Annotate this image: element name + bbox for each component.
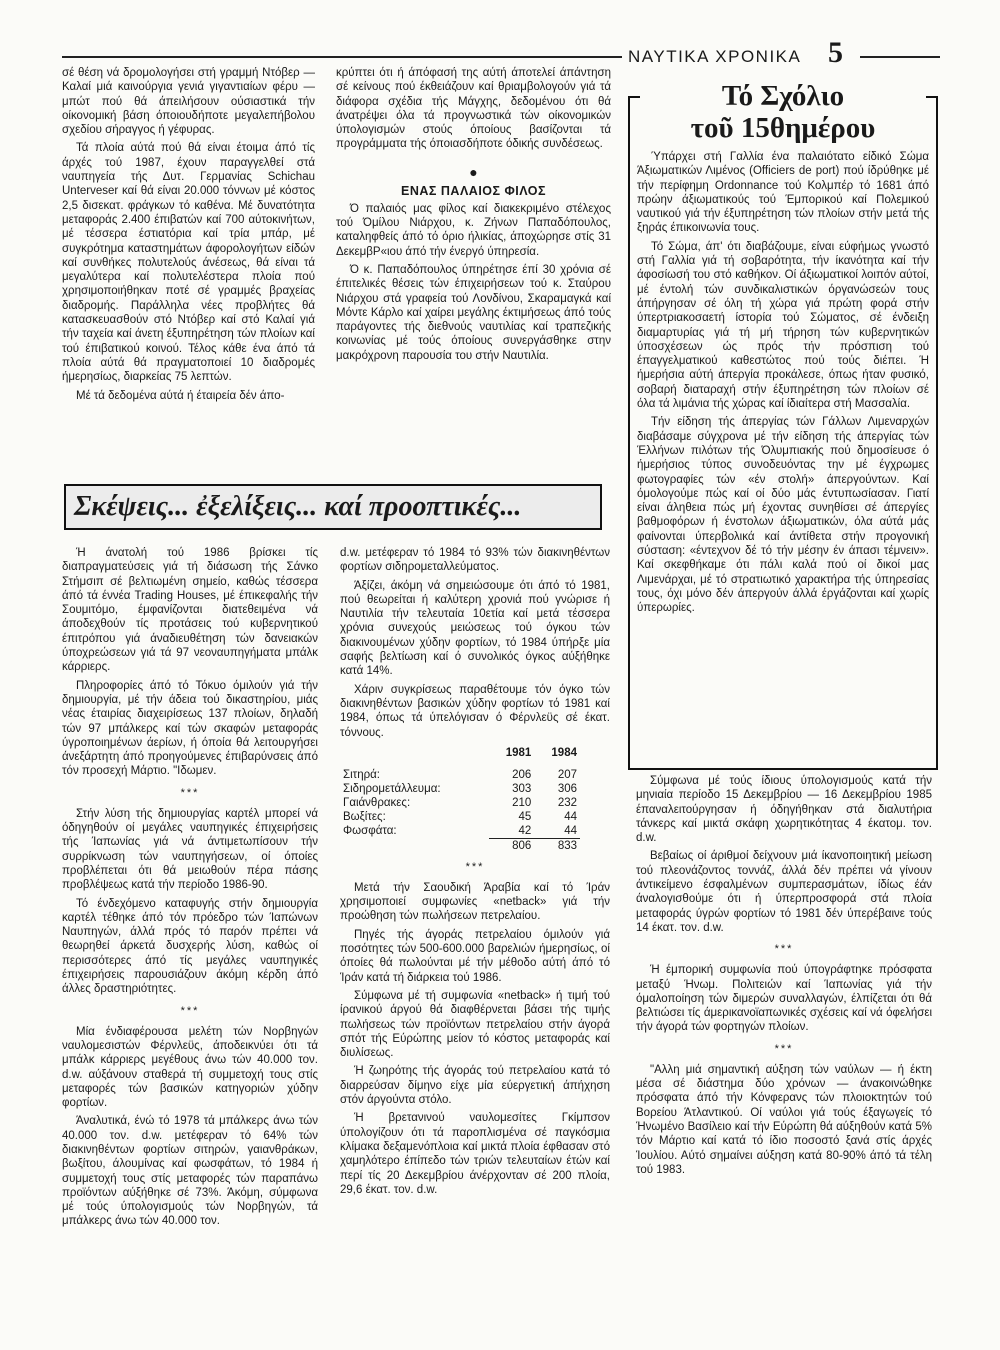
total-1984: 833 xyxy=(557,839,577,852)
editorial-title-line1: Τό Σχόλιο xyxy=(721,80,845,112)
table-row xyxy=(340,768,580,782)
header-rule-left xyxy=(62,56,622,58)
row-label: Γαιάνθρακες: xyxy=(343,796,411,809)
editorial-title xyxy=(640,80,926,144)
table-row xyxy=(340,810,580,824)
paragraph: Μέ τά δεδομένα αύτά ή έταιρεία δέν άπο- xyxy=(76,389,285,402)
paragraph: Μία ένδιαφέρουσα μελέτη τών Νορβηγών ναυλομεσιστών Φέρνλεϋς, άποδεικνύει ότι τά μπάλκ κάρριερς μεγέθους άνω τών 40.000 τον. d.w. αύξάνουν σταθερά τή συμμετοχή τους στίς μεταφορές τών βασικών κατηγοριών χύδην φορτίων. xyxy=(62,1025,318,1110)
paragraph: Ή έμπορική συμφωνία πού ύπογράφτηκε πρόσφατα μεταξύ Ήνωμ. Πολιτειών καί Ίαπωνίας γιά τήν όμαλοποίηση τών διμερών συναλλαγών, έλπίζεται ότι θά βελτιώσει τίς άμερικανοϊαπωνικές σχέσεις καί νά όφελήσει τήν άγορά τών φορτηγών πλοίων. xyxy=(636,964,932,1034)
column-header-1984: 1984 xyxy=(551,746,577,759)
separator-stars: *** xyxy=(180,786,200,799)
separator-stars: *** xyxy=(774,943,794,956)
article-bottom-right xyxy=(636,774,932,1324)
value-1984: 44 xyxy=(564,810,577,823)
separator-stars: *** xyxy=(465,860,485,873)
paragraph: κρύπτει ότι ή άπόφασή της αύτή άποτελεί άπάντηση σέ κείνους πού έκθειάζουν καί θριαμβολογούν γιά τά διάφορα σχέδια τής Μάγχης, δεδομένου ότι θά άνατρέψει όλα τά προγνωστικά τών οίκονομικών ύπολογισμών στούς όποίους βασίζονται τά προγράμματα τής όποιασδήποτε όδικής συνδέσεως. xyxy=(336,67,611,151)
paragraph: Ό κ. Παπαδόπουλος ύπηρέτησε έπί 30 χρόνια σέ έπιτελικές θέσεις τών έπιχειρήσεων τού κ. Σταύρου Νιάρχου στά γραφεία τού Λονδίνου, Σκαραμαγκά καί Μόντε Κάρλο καί χαίρει μεγάλης έκτιμήσεως άπό τούς παράγοντες τής διεθνούς ναυτιλίας καί τραπεζικής κοινωνίας μέ τούς όποίους συνεργάσθηκε στην μακρόχρονη παρουσία του στήν Ναυτιλία. xyxy=(336,263,611,362)
separator-stars: *** xyxy=(774,1042,794,1055)
page-number: 5 xyxy=(828,36,843,69)
row-label: Σιδηρομετάλλευμα: xyxy=(343,782,441,795)
article-top-middle xyxy=(336,66,611,476)
bullet-separator: ● xyxy=(469,163,478,180)
paragraph: σέ θέση νά δρομολογήσει στή γραμμή Ντόβερ — Καλαί μιά καινούργια γενιά γιγαντιαίων φέρυ — μπώτ πού θά άπειλήσουν ούσιαστικά τήν οίκονομική βάση όποιουδήποτε μεγαλεπήβολου σχεδίου σήραγγος ή γέφυρας. xyxy=(62,67,315,137)
total-1981: 806 xyxy=(512,839,532,852)
section-heading: ΕΝΑΣ ΠΑΛΑΙΟΣ ΦΙΛΟΣ xyxy=(401,183,546,198)
paragraph: Βεβαίως οί άριθμοί δείχνουν μιά ίκανοποιητική μείωση τού πλεονάζοντος τοννάζ, άλλά δέν πρέπει νά γίνουν άντικείμενο έσφαλμένων συμπερασμάτων, ίδίως έάν άναλογισθούμε ότι ή ύπερπροσφορά στά πλοία μεταφοράς ύγρών φορτίων τό 1981 δέν ύπερέβαινε τούς 14 έκατ. τον. d.w. xyxy=(636,850,932,934)
paragraph: Μετά τήν Σαουδική Άραβία καί τό Ίράν χρησιμοποιεί συμφωνίες «netback» γιά τήν προώθηση τών πωλήσεων πετρελαίου. xyxy=(340,881,610,923)
value-1984: 44 xyxy=(534,824,580,839)
value-1984: 306 xyxy=(557,782,577,795)
paragraph: Σύμφωνα μέ τούς ίδιους ύπολογισμούς κατά τήν μηνιαία περίοδο 15 Δεκεμβρίου — 16 Δεκεμβρίου 1985 έπαναλειτούργησαν ή όδηγήθηκαν στά διαλυτήρια τάνκερς καί μικτά σκάφη χωρητικότητας 4 έκατομ. τον. d.w. xyxy=(636,775,932,845)
paragraph: Άξίζει, άκόμη νά σημειώσουμε ότι άπό τό 1981, πού θεωρείται ή καλύτερη χρονιά πού γνώρισε ή Ναυτιλία τήν τελευταία 10ετία καί μετά τέσσερα χρόνια συνεχούς μειώσεως τού όγκου τών διακινουμένων χύδην φορτίων, τό 1984 ύπήρξε μία σαφής βελτίωση καί ό συνολικός όγκος αύξήθηκε κατά 14%. xyxy=(340,579,610,678)
row-label: Βωξίτες: xyxy=(343,810,386,823)
paragraph: Τήν είδηση τής άπεργίας τών Γάλλων Λιμεναρχών διαβάσαμε σύγχρονα μέ τήν είδηση τής άπεργίας τών Έλλήνων πιλότων τής Όλυμπιακής πού δημοσίευσε ό ήμερήσιος τύπος συνοδευόντας την μέ έγχρωμες φωτογραφίες τών «έν στολή» άπεργούντων. Καί όμολογούμε πώς καί οί δύο μάς έντυπωσίασαν. Γιατί είναι άληθεια πώς μή έχοντας συνηθίσει σέ άπεργίες βαθμοφόρων ή ένστολων άξιωματικών, όλα αύτά μάς φαίνονται ύπερβολικά καί άντίθετα στήν προγονική σύσταση: «έντεχνον δέ τό τήν μέσην έν άπασι τέμνειν». Καί σκεφθήκαμε ότι πάλι καλά πού οί δικοί μας Λιμενάρχαι, μέ τό στρατιωτικό χαρακτήρα τής ύπηρεσίας τους, όχι μόνο δέν άπεργούν άλλά έργάζονται καί χωρίς ύπερωρίες. xyxy=(637,416,929,615)
paragraph: Τό Σώμα, άπ' ότι διαβάζουμε, είναι εύφήμως γνωστό στή Γαλλία γιά τή σοβαρότητα, τήν ίκανότητα καί τήν άφοσίωσή του στό καθήκον. Οί άξιωματικοί λοιπόν αύτοί, μέ έντολή τών συνδικαλιστικών όργανώσεών τους άπήργησαν σέ όλη τή χώρα γιά πρώτη φορά στήν ύπερτριακοσαετή ίστορία τού Σώματος, σέ ένδειξη διαμαρτυρίας γιά τή μή τήρηση τών κυβερνητικών ύποσχέσεων ώς πρός τήν πρόσπιση τού έπαγγελματικού καθεστώτος πού τούς διέπει. Ή ήμερήσια αύτή άπεργία προκάλεσε, όπως ήταν φυσικό, σοβαρή διαταραχή στήν έξυπηρέτηση τών πλοίων σέ όλα τά λιμάνια τής χώρας καί ίδιαίτερα στή Μασσαλία. xyxy=(637,240,929,411)
table-row xyxy=(340,824,580,839)
paragraph: "Αλλη μιά σημαντική αύξηση τών ναύλων — ή έκτη μέσα σέ διάστημα δύο χρόνων — άνακοινώθηκε πρόσφατα άπό τήν Κόνφερανς τών πλοιοκτητών τού Βορείου Άτλαντικού. Οί ναύλοι γιά τούς έξαγωγείς τό Ήνωμένο Βασίλειο καί τήν Εύρώπη θά αύξηθούν κατά 5% τόν Μάρτιο καί κατά τό ίδιο ποσοστό ξανά στίς άρχές Ίουλίου. Αύτό σημαίνει αύξηση κατά 80-90% άπό τά τέλη τού 1983. xyxy=(636,1063,932,1176)
cargo-table xyxy=(340,746,580,853)
paragraph: Τό ένδεχόμενο καταφυγής στήν δημιουργία καρτέλ τέθηκε άπό τόν πρόεδρο τών Ίαπώνων Ναυπηγών, άλλά πρός τό παρόν πρέπει νά θεωρηθεί άρκετά δυσχερής λύση, καθώς οί περισσότερες άπό τίς μεγάλες ναυπηγικές έπιχειρήσεις παρουσιάζουν άκόμη κέρδη άπό άλλες δραστηριότητες. xyxy=(62,897,318,996)
article-bottom-left xyxy=(62,546,318,1316)
paragraph: Ή ζωηρότης τής άγοράς τού πετρελαίου κατά τό διαρρεύσαν δίμηνο είχε μία εύεργετική άπήχηση στόν άργούντα στόλο. xyxy=(340,1065,610,1107)
table-row xyxy=(340,782,580,796)
value-1984: 207 xyxy=(557,768,577,781)
paragraph: Ή άνατολή τού 1986 βρίσκει τίς διαπραγματεύσεις γιά τή διάσωση τής Σάνκο Στήμσιπ σέ βελτιωμένη σημείο, καθώς τέσσερα άπό τά έννέα Trading Houses, μέ έπικεφαλής τήν Σουμιτόμο, έμφανίζονται διατεθειμένα νά άποδεχθούν τίς προτάσεις τού κυβερνητικού έπιτρόπου γιά άναδιευθέτηση τών δανειακών ύποχρεώσεων γιά τά 97 νεοναυπηγήματα μπάλκ κάρριερς. xyxy=(62,547,318,674)
value-1981: 210 xyxy=(512,796,532,809)
paragraph: d.w. μετέφεραν τό 1984 τό 93% τών διακινηθέντων φορτίων σιδηρομεταλλεύματος. xyxy=(340,547,610,574)
article-bottom-middle xyxy=(340,546,610,1316)
paragraph: Ύπάρχει στή Γαλλία ένα παλαιότατο είδικό Σώμα Άξιωματικών Λιμένος (Officiers de port) πού ίδρύθηκε μέ τήν περίφημη Ordonnance τού Κολμπέρ τό 1681 άπό πρώην άξιωματικούς τού Έμπορικού καί Πολεμικού ναυτικού γιά τήν έξυπηρέτηση τών πλοίων στήν μετά τής ξηράς έπικοινωνία τους. xyxy=(637,151,929,235)
article-top-left xyxy=(62,66,315,476)
editorial-body xyxy=(637,150,929,762)
paragraph: Τά πλοία αύτά πού θά είναι έτοιμα άπό τίς άρχές τού 1987, έχουν παραγγελθεί στά ναυπηγεία τής Δυτ. Γερμανίας Schichau Unterveser καί θά είναι 20.000 τόννων μέ κόστος 2,5 δισεκατ. φράγκων τό καθένα. Μέ δυνατότητα μεταφοράς 2.400 έπιβατών καί 700 αύτοκινήτων, μέ τέσσερα έστιατόρια καί τρία μπάρ, μέ συγκρότημα καταστημάτων άφορολογήτων είδών καί συνθήκες πολυτελούς άνέσεως, θά είναι τά μεγαλύτερα καί πολυτελέστερα πλοία πού χρησιμοποιήθηκαν ποτέ σέ γραμμές βραχείας διαδρομής. Παράλληλα νέες προβλήτες θά κατασκευασθούν στό Ντόβερ καί στό Καλαί γιά τήν ταχεία καί άνετη έξυπηρέτηση τών πλοίων καί τού έπιβατικού κοινού. Τέλος κάθε ένα άπό τά πλοία αύτά θά πραγματοποιεί 10 διαδρομές ήμερησίως, διαρκείας 75 λεπτών. xyxy=(62,142,315,384)
section-banner xyxy=(64,484,602,530)
value-1981: 45 xyxy=(518,810,532,823)
separator-stars: *** xyxy=(180,1004,200,1017)
paragraph: Χάριν συγκρίσεως παραθέτουμε τόν όγκο τών διακινηθέντων βασικών χύδην φορτίων τό 1981 καί 1984, όπως τά ύπελόγισαν ό Φέρνλεϋς σέ έκατ. τόννους. xyxy=(340,683,610,739)
editorial-title-line2: τοῦ 15θημέρου xyxy=(690,112,876,144)
paragraph: Πληροφορίες άπό τό Τόκυο όμιλούν γιά τήν δημιουργία, μέ τήν άδεια τού δικαστηρίου, μιάς νέας έταιρίας διαχειρίσεως 137 πλοίων, δηλαδή τών 97 μπάλκερς καί τών σκαφών μεταφοράς ύγροποιημένων άερίων, ή όποία θά λειτουργήσει άνεξάρτητη άπό προηγούμενες έπιβαρύνσεις άπό τόν προσεχή Μάρτιο. "Ιδωμεν. xyxy=(62,679,318,778)
row-label: Σιτηρά: xyxy=(343,768,380,781)
value-1984: 232 xyxy=(557,796,577,809)
paragraph: Σύμφωνα μέ τή συμφωνία «netback» ή τιμή τού ίρανικού άργού θά διαφθέρνεται βάσει τής τιμής πωλήσεως τών προϊόντων πετρελαίου στήν άγορά σπότ τής Εύρώπης μείον τό κόστος μεταφοράς καί διυλίσεως. xyxy=(340,989,610,1060)
paragraph: Άναλυτικά, ένώ τό 1978 τά μπάλκερς άνω τών 40.000 τον. d.w. μετέφεραν τό 64% τών διακινηθέντων φορτίων σιτηρών, γαιανθράκων, βωξίτου, άλουμίνας καί φωσφάτων, τό 1984 ή συμμετοχή τους στίς μεταφορές τών παραπάνω προϊόντων αύξήθηκε σέ 73%. Άκόμη, σύμφωνα μέ τούς ύπολογισμούς τών Νορβηγών, τά μπάλκερς άνω τών 40.000 τον. xyxy=(62,1115,318,1228)
paragraph: Ό παλαιός μας φίλος καί διακεκριμένο στέλεχος τού Όμίλου Νιάρχου, κ. Ζήνων Παπαδόπουλος, καταληφθείς άπό τό όριο ήλικίας, άποχώρησε στίς 31 ΔεκεμβΡ«ιου άπό τήν ένεργό ύπηρεσία. xyxy=(336,202,611,258)
magazine-name: ΝΑΥΤΙΚΑ ΧΡΟΝΙΚΑ xyxy=(628,47,802,66)
paragraph: Ή βρετανινού ναυλομεσίτες Γκίμπσον ύπολογίζουν ότι τά παροπλισμένα σέ παγκόσμια κλίμακα δεξαμενόπλοια καί μικτά πλοία έφθασαν στό χαμηλότερο έπίπεδο τών τριών τελευταίων έτών καί περί τίς 20 Δεκεμβρίου άνέρχονταν σέ 200 πλοία, 29,6 έκατ. τον. d.w. xyxy=(340,1112,610,1196)
table-row xyxy=(340,796,580,810)
row-label: Φωσφάτα: xyxy=(343,825,397,838)
banner-title: Σκέψεις... ἐξελίξεις... καί προοπτικές... xyxy=(74,491,522,522)
table-header xyxy=(340,746,580,760)
paragraph: Στήν λύση τής δημιουργίας καρτέλ μπορεί νά όδηγηθούν οί μεγάλες ναυπηγικές έπιχειρήσεις τής Ίαπωνίας γιά νά άντιμετωπίσουν τήν συρρίκνωση τών ναυπηγήσεων, οί όποίες προβλέπεται ότι θά μειωθούν πέρα πάσης προβλέψεως κατά τήν περίοδο 1986-90. xyxy=(62,807,318,892)
table-total-row xyxy=(340,838,580,853)
value-1981: 42 xyxy=(489,824,535,839)
value-1981: 206 xyxy=(512,768,532,781)
column-header-1981: 1981 xyxy=(505,746,532,759)
header-rule-right xyxy=(860,56,940,58)
value-1981: 303 xyxy=(512,782,532,795)
paragraph: Πηγές τής άγοράς πετρελαίου όμιλούν γιά ποσότητες τών 500-600.000 βαρελιών ήμερησίως, οί όποίες θά πωλούνται μέ τήν μέθοδο αύτή άπό τό Ίράν κατά τή διάρκεια τού 1986. xyxy=(340,928,610,984)
